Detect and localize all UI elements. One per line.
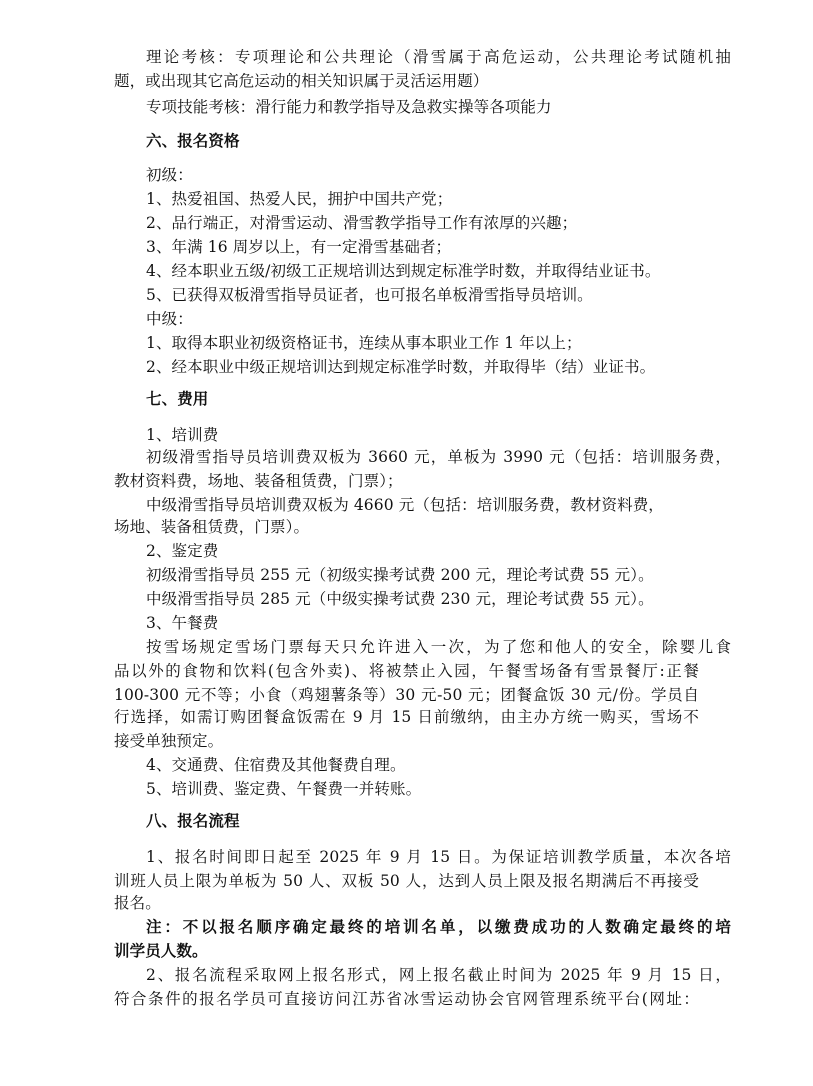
paragraph-line: 2、报名流程采取网上报名形式，网上报名截止时间为 2025 年 9 月 15 日，	[146, 966, 731, 984]
paragraph-line: 1、报名时间即日起至 2025 年 9 月 15 日。为保证培训教学质量，本次各培	[146, 848, 731, 866]
note-line-cont: 训学员人数。	[114, 941, 208, 960]
paragraph-line: 中级滑雪指导员培训费双板为 4660 元（包括：培训服务费，教材资料费，	[146, 496, 664, 514]
list-item: 2、品行端正，对滑雪运动、滑雪教学指导工作有浓厚的兴趣；	[146, 214, 578, 232]
paragraph-line: 符合条件的报名学员可直接访问江苏省冰雪运动协会官网管理系统平台(网址：	[114, 990, 699, 1008]
paragraph-line: 100-300 元不等；小食（鸡翅薯条等）30 元-50 元；团餐盒饭 30 元/份。学员自	[114, 686, 699, 704]
paragraph-line: 训班人员上限为单板为 50 人、双板 50 人，达到人员上限及报名期满后不再接受	[114, 872, 699, 890]
paragraph-line: 按雪场规定雪场门票每天只允许进入一次，为了您和他人的安全，除婴儿食	[146, 638, 731, 656]
fee-subheading-lunch: 3、午餐费	[146, 614, 219, 632]
level-label-intermediate: 中级：	[146, 310, 193, 328]
section-heading-eligibility: 六、报名资格	[146, 131, 240, 150]
exam-theory-line-cont: 题，或出现其它高危运动的相关知识属于灵活运用题）	[114, 72, 489, 90]
paragraph-line: 中级滑雪指导员 285 元（中级实操考试费 230 元，理论考试费 55 元）。	[146, 590, 654, 608]
list-item: 3、年满 16 周岁以上，有一定滑雪基础者；	[146, 238, 452, 256]
list-item: 5、培训费、鉴定费、午餐费一并转账。	[146, 780, 422, 798]
paragraph-line: 初级滑雪指导员 255 元（初级实操考试费 200 元，理论考试费 55 元）。	[146, 566, 654, 584]
list-item: 2、经本职业中级正规培训达到规定标准学时数，并取得毕（结）业证书。	[146, 358, 656, 376]
section-heading-registration: 八、报名流程	[146, 811, 240, 830]
paragraph-line: 接受单独预定。	[114, 732, 224, 750]
list-item: 1、热爱祖国、热爱人民，拥护中国共产党；	[146, 190, 453, 208]
level-label-primary: 初级：	[146, 166, 193, 184]
paragraph-line: 场地、装备租赁费，门票）。	[114, 518, 310, 536]
paragraph-line: 报名。	[114, 894, 161, 912]
exam-skill-line: 专项技能考核：滑行能力和教学指导及急救实操等各项能力	[146, 98, 552, 116]
paragraph-line: 行选择，如需订购团餐盒饭需在 9 月 15 日前缴纳，由主办方统一购买，雪场不	[114, 708, 699, 726]
paragraph-line: 教材资料费，场地、装备租赁费，门票）；	[114, 472, 403, 490]
list-item: 4、经本职业五级/初级工正规培训达到规定标准学时数，并取得结业证书。	[146, 262, 661, 280]
fee-subheading-training: 1、培训费	[146, 426, 219, 444]
section-heading-fees: 七、费用	[146, 389, 209, 408]
exam-theory-line: 理论考核：专项理论和公共理论（滑雪属于高危运动，公共理论考试随机抽	[146, 48, 731, 66]
list-item: 4、交通费、住宿费及其他餐费自理。	[146, 756, 406, 774]
list-item: 5、已获得双板滑雪指导员证者，也可报名单板滑雪指导员培训。	[146, 286, 593, 304]
list-item: 1、取得本职业初级资格证书，连续从事本职业工作 1 年以上；	[146, 334, 582, 352]
note-line: 注：不以报名顺序确定最终的培训名单，以缴费成功的人数确定最终的培	[146, 917, 731, 936]
paragraph-line: 初级滑雪指导员培训费双板为 3660 元，单板为 3990 元（包括：培训服务费，	[146, 448, 731, 466]
paragraph-line: 品以外的食物和饮料(包含外卖)、将被禁止入园，午餐雪场备有雪景餐厅:正餐	[114, 662, 699, 680]
fee-subheading-appraisal: 2、鉴定费	[146, 542, 219, 560]
